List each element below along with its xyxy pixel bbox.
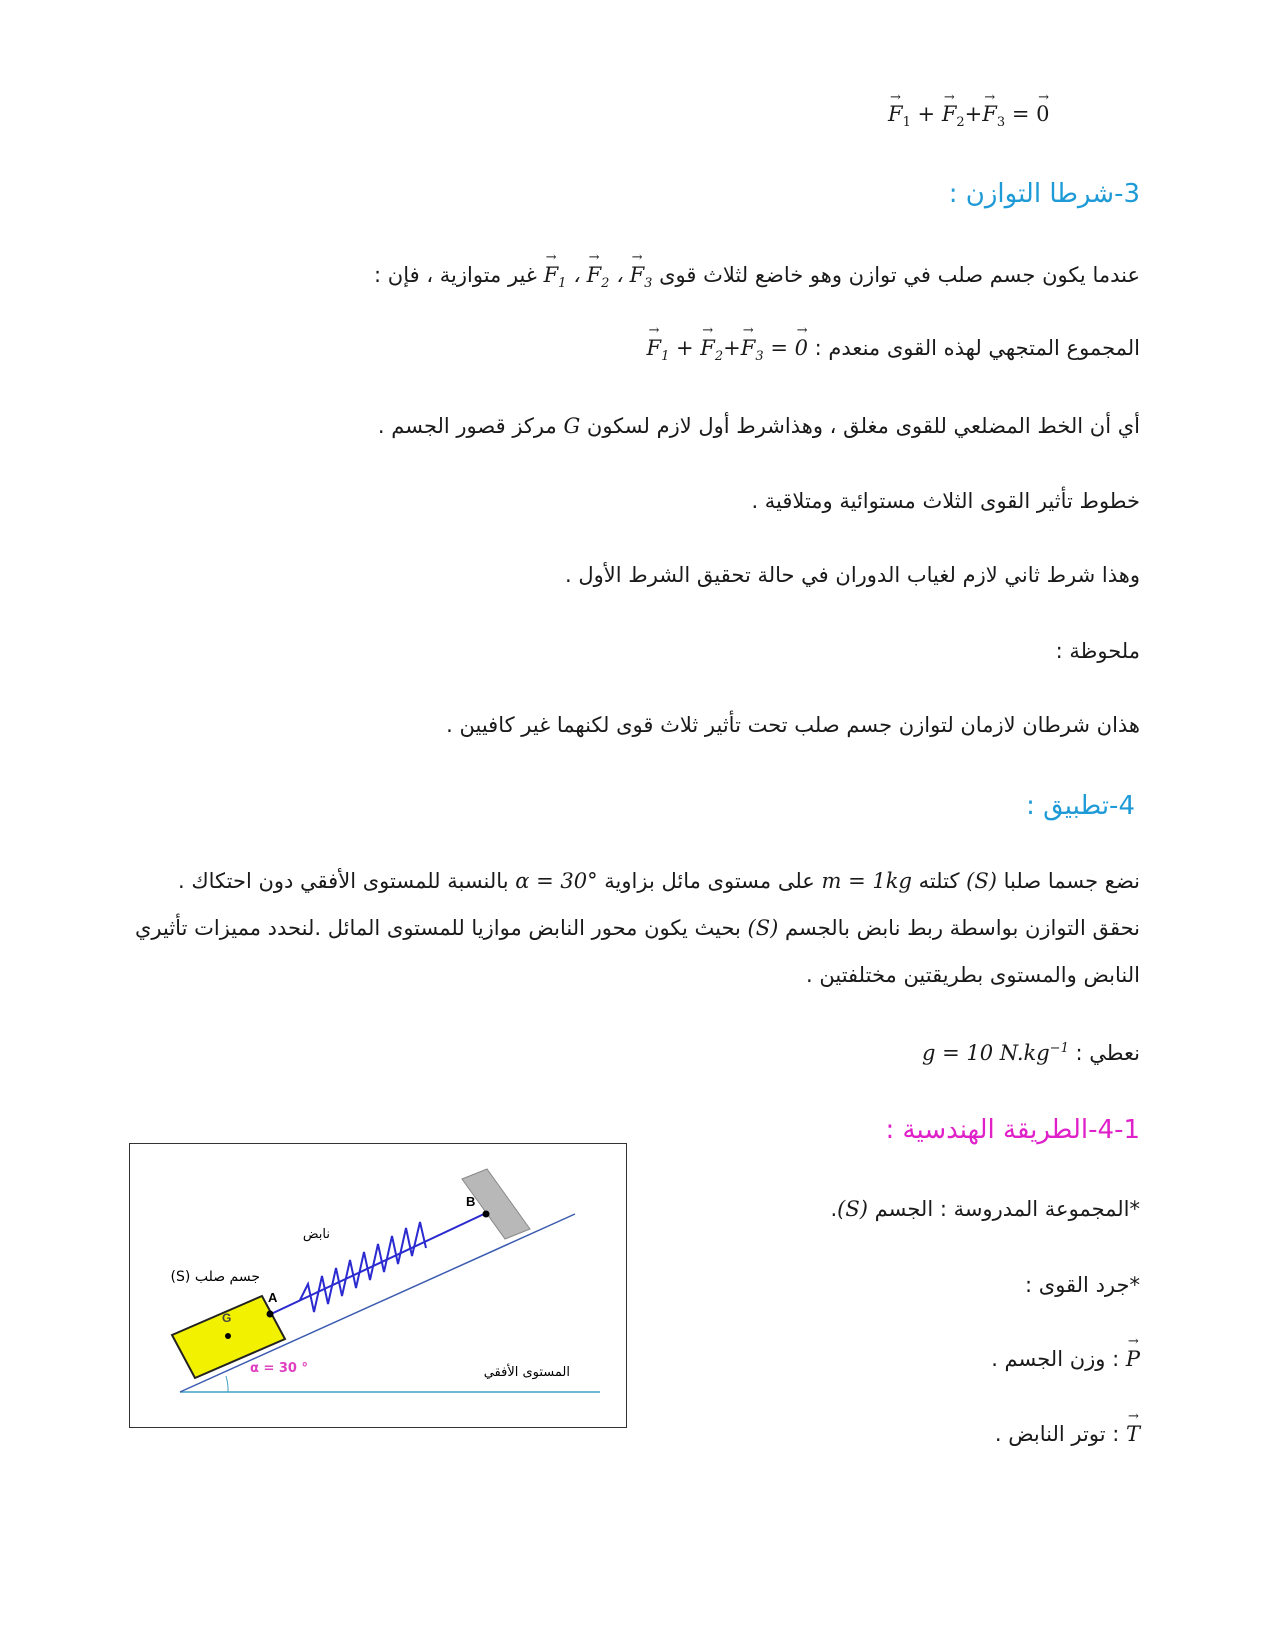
section-4-title: 4-تطبيق :	[1026, 791, 1135, 821]
solid-label: جسم صلب (S)	[170, 1269, 260, 1285]
figure-svg	[130, 1144, 628, 1429]
application-line-3: النابض والمستوى بطريقتين مختلفتين .	[806, 963, 1140, 987]
tension-force-line: → T : توتر النابض .	[995, 1421, 1140, 1447]
application-line-2: نحقق التوازن بواسطة ربط نابض بالجسم (S) بحيث يكون محور النابض موازيا للمستوى المائل .لنحدد مميزات تأثيري	[134, 916, 1140, 940]
paragraph-line-1: عندما يكون جسم صلب في توازن وهو خاضع لثلاث قوى → $F_1$ ، → $F_2$ ، → $F_3$ غير متوازية ، فإن :	[374, 262, 1140, 292]
application-line-1: نضع جسما صلبا (S) كتلته m = 1kg على مستوى مائل بزاوية α = 30° بالنسبة للمستوى الأفقي دون احتكاك .	[177, 869, 1140, 893]
section-4-1-title: 4-1-الطريقة الهندسية :	[885, 1115, 1140, 1145]
paragraph-line-5: وهذا شرط ثاني لازم لغياب الدوران في حالة تحقيق الشرط الأول .	[565, 563, 1140, 587]
point-g-label: G	[222, 1311, 232, 1325]
forces-inventory-label: *جرد القوى :	[1025, 1273, 1140, 1297]
paragraph-line-2: المجموع المتجهي لهذه القوى منعدم : → $F_1$ + → $F_2+\to F_3$ = → 0	[646, 335, 1140, 365]
paragraph-line-3: أي أن الخط المضلعي للقوى مغلق ، وهذاشرط أول لازم لسكون G مركز قصور الجسم .	[377, 414, 1140, 438]
inclined-plane-figure	[129, 1143, 627, 1428]
studied-system-line: *المجموعة المدروسة : الجسم (S).	[830, 1197, 1140, 1221]
point-b-dot	[483, 1211, 490, 1218]
weight-force-line: → P : وزن الجسم .	[991, 1346, 1140, 1372]
center-of-mass-dot	[225, 1333, 231, 1339]
point-b-label: B	[466, 1194, 476, 1209]
given-line: نعطي : g = 10 $N.kg^{-1}$	[922, 1041, 1140, 1065]
section-3-title: 3-شرطا التوازن :	[948, 179, 1140, 209]
paragraph-line-4: خطوط تأثير القوى الثلاث مستوائية ومتلاقية .	[751, 489, 1140, 513]
equilibrium-equation-top: → $F_1$ + → $F_2+\to F_3$ = → 0	[888, 102, 1049, 130]
horizontal-plane-label: المستوى الأفقي	[483, 1365, 570, 1380]
paragraph-line-7: هذان شرطان لازمان لتوازن جسم صلب تحت تأثير ثلاث قوى لكنهما غير كافيين .	[446, 713, 1140, 737]
point-a-label: A	[268, 1290, 278, 1305]
spring-label: نابض	[302, 1227, 330, 1242]
note-label: ملحوظة :	[1055, 639, 1140, 663]
point-a-dot	[267, 1311, 274, 1318]
zero-vector: → 0	[1036, 102, 1049, 126]
angle-arc	[226, 1376, 228, 1392]
angle-label: α = 30 °	[250, 1361, 308, 1376]
